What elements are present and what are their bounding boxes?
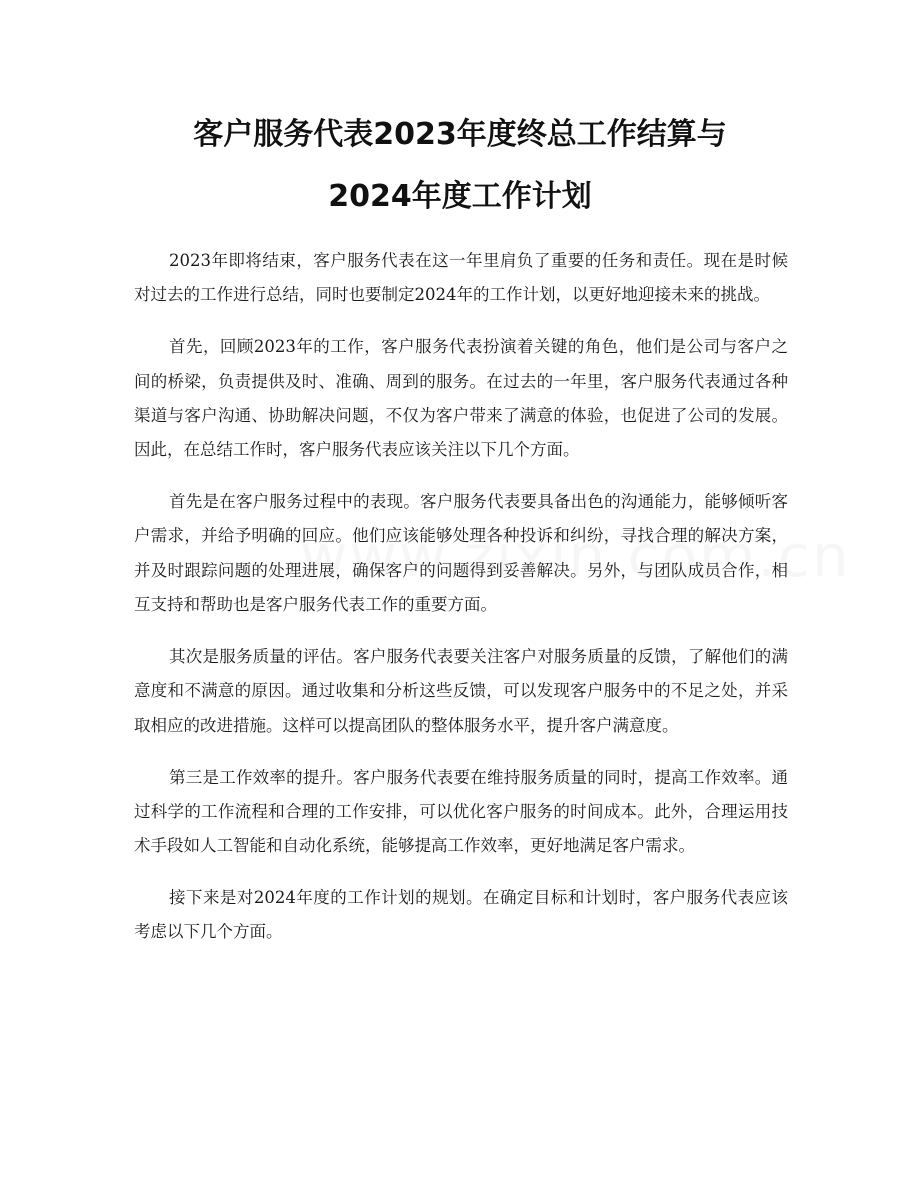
paragraph: 首先是在客户服务过程中的表现。客户服务代表要具备出色的沟通能力，能够倾听客户需求，并给予明确的回应。他们应该能够处理各种投诉和纠纷，寻找合理的解决方案，并及时跟踪问题的处理进展，确保客户的问题得到妥善解决。另外，与团队成员合作，相互支持和帮助也是客户服务代表工作的重要方面。 [134, 492, 788, 615]
document-title [110, 104, 810, 228]
paragraph: 其次是服务质量的评估。客户服务代表要关注客户对服务质量的反馈，了解他们的满意度和不满意的原因。通过收集和分析这些反馈，可以发现客户服务中的不足之处，并采取相应的改进措施。这样可以提高团队的整体服务水平，提升客户满意度。 [134, 647, 788, 735]
paragraph: 接下来是对2024年度的工作计划的规划。在确定目标和计划时，客户服务代表应该考虑以下几个方面。 [134, 888, 788, 942]
paragraph: 第三是工作效率的提升。客户服务代表要在维持服务质量的同时，提高工作效率。通过科学的工作流程和合理的工作安排，可以优化客户服务的时间成本。此外，合理运用技术手段如人工智能和自动化系统，能够提高工作效率，更好地满足客户需求。 [134, 767, 788, 856]
paragraph: 首先，回顾2023年的工作，客户服务代表扮演着关键的角色，他们是公司与客户之间的桥梁，负责提供及时、准确、周到的服务。在过去的一年里，客户服务代表通过各种渠道与客户沟通、协助解决问题，不仅为客户带来了满意的体验，也促进了公司的发展。因此，在总结工作时，客户服务代表应该关注以下几个方面。 [134, 337, 788, 460]
paragraph: 2023年即将结束，客户服务代表在这一年里肩负了重要的任务和责任。现在是时候对过去的工作进行总结，同时也要制定2024年的工作计划，以更好地迎接未来的挑战。 [134, 251, 788, 305]
document-body [134, 244, 788, 967]
title-line-2: 2024年度工作计划 [328, 179, 592, 214]
title-line-1: 客户服务代表2023年度终总工作结算与 [193, 117, 727, 152]
